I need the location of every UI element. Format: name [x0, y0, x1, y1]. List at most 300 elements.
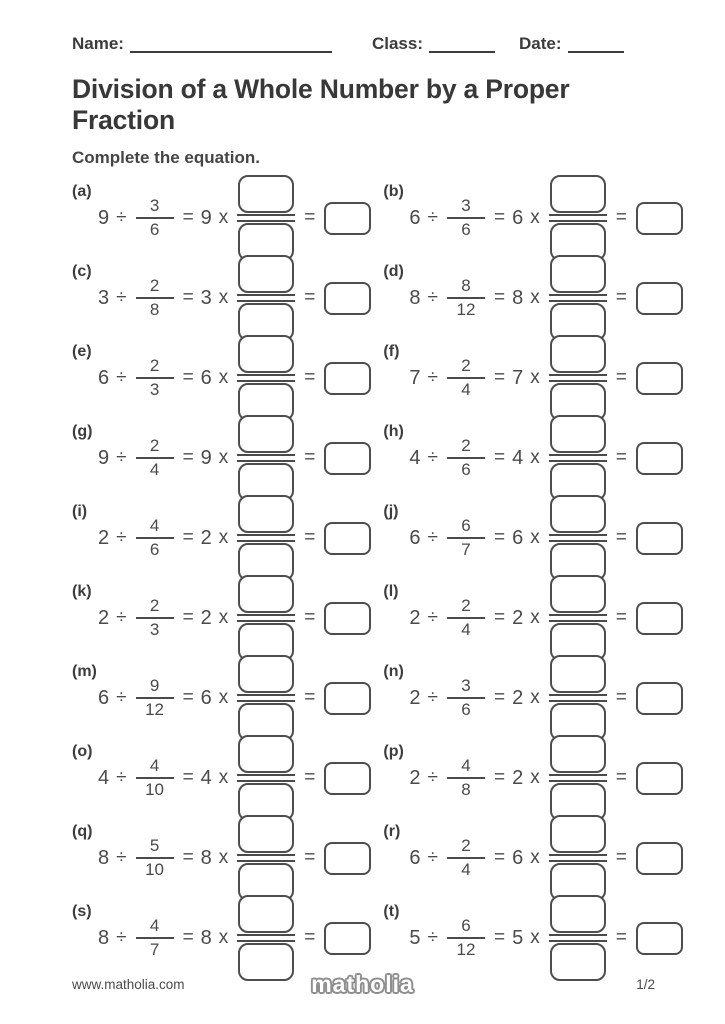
- divisor-numerator: 2: [461, 355, 471, 375]
- equals-sign-2: =: [615, 687, 627, 708]
- answer-input-box[interactable]: [636, 762, 683, 795]
- dividend-number: 4: [409, 446, 421, 469]
- multiplier-number: 2: [200, 526, 212, 549]
- fraction-bar: [136, 617, 174, 620]
- divisor-fraction: [136, 196, 174, 241]
- multiplier-number: 2: [512, 686, 524, 709]
- date-blank-line[interactable]: [568, 35, 624, 53]
- answer-fraction-bar: [549, 774, 607, 782]
- divide-sign: ÷: [116, 287, 127, 308]
- divisor-fraction: [136, 516, 174, 561]
- equals-sign: =: [182, 367, 194, 388]
- problem-item: [383, 658, 682, 738]
- problem-label: (l): [383, 583, 399, 600]
- divisor-numerator: 2: [149, 435, 160, 455]
- numerator-input-box[interactable]: [238, 815, 294, 853]
- problem-label: (k): [72, 583, 92, 600]
- divisor-numerator: 3: [149, 195, 160, 215]
- divisor-denominator: 6: [461, 220, 471, 240]
- dividend-number: 6: [409, 206, 421, 229]
- fraction-bar: [136, 857, 174, 860]
- divisor-numerator: 5: [149, 835, 160, 855]
- equation: [383, 338, 682, 418]
- equals-sign-2: =: [304, 607, 316, 628]
- answer-input-box[interactable]: [636, 922, 683, 955]
- multiplier-number: 5: [512, 926, 524, 949]
- divisor-fraction: [136, 916, 174, 961]
- problems-grid: [72, 178, 655, 978]
- answer-fraction: [549, 175, 607, 261]
- problem-label: (p): [383, 743, 404, 760]
- equals-sign-2: =: [615, 927, 627, 948]
- answer-input-box[interactable]: [324, 922, 371, 955]
- divisor-fraction: [447, 676, 485, 721]
- multiplier-number: 3: [200, 286, 212, 309]
- problem-item: [383, 418, 682, 498]
- dividend-number: 2: [98, 526, 110, 549]
- answer-input-box[interactable]: [324, 362, 371, 395]
- equals-sign: =: [493, 927, 506, 948]
- problem-label: (d): [383, 263, 404, 280]
- equation: [72, 738, 371, 818]
- problem-item: [72, 658, 371, 738]
- answer-fraction: [549, 655, 607, 741]
- divide-sign: ÷: [116, 367, 127, 388]
- answer-input-box[interactable]: [636, 362, 683, 395]
- problem-item: [383, 338, 682, 418]
- equals-sign-2: =: [615, 287, 627, 308]
- equals-sign-2: =: [615, 447, 627, 468]
- answer-fraction-bar: [237, 934, 295, 942]
- numerator-input-box[interactable]: [550, 815, 606, 853]
- answer-fraction-bar: [549, 694, 607, 702]
- divide-sign: ÷: [116, 767, 127, 788]
- divisor-numerator: 2: [149, 275, 160, 295]
- dividend-number: 2: [98, 606, 110, 629]
- answer-fraction: [549, 415, 607, 501]
- problem-item: [383, 178, 682, 258]
- times-sign: x: [530, 367, 540, 388]
- divide-sign: ÷: [116, 447, 127, 468]
- divisor-denominator: 6: [149, 540, 160, 560]
- equation: [72, 498, 371, 578]
- dividend-number: 9: [98, 446, 110, 469]
- divisor-numerator: 2: [149, 355, 160, 375]
- footer-website: www.matholia.com: [72, 977, 185, 992]
- numerator-input-box[interactable]: [238, 415, 294, 453]
- answer-fraction-bar: [237, 694, 295, 702]
- denominator-input-box[interactable]: [550, 943, 606, 981]
- multiplier-number: 9: [200, 446, 212, 469]
- answer-fraction-bar: [237, 454, 295, 462]
- numerator-input-box[interactable]: [238, 895, 294, 933]
- answer-fraction-bar: [549, 534, 607, 542]
- divide-sign: ÷: [116, 847, 127, 868]
- answer-input-box[interactable]: [636, 282, 683, 315]
- fraction-bar: [447, 777, 485, 780]
- dividend-number: 8: [98, 846, 110, 869]
- matholia-logo: matholia: [311, 971, 414, 997]
- fraction-bar: [136, 537, 174, 540]
- numerator-input-box[interactable]: [550, 735, 606, 773]
- equals-sign: =: [182, 207, 194, 228]
- multiplier-number: 2: [512, 766, 524, 789]
- divisor-fraction: [136, 836, 174, 881]
- equals-sign-2: =: [304, 447, 316, 468]
- divisor-denominator: 7: [149, 940, 160, 960]
- equation: [72, 418, 371, 498]
- answer-fraction-bar: [237, 614, 295, 622]
- fraction-bar: [136, 457, 174, 460]
- equals-sign: =: [182, 687, 194, 708]
- denominator-input-box[interactable]: [238, 943, 294, 981]
- answer-input-box[interactable]: [324, 602, 371, 635]
- divide-sign: ÷: [427, 367, 438, 388]
- equals-sign: =: [493, 447, 506, 468]
- dividend-number: 8: [409, 286, 421, 309]
- equals-sign: =: [493, 527, 506, 548]
- equation: [383, 498, 682, 578]
- times-sign: x: [218, 287, 229, 308]
- fraction-bar: [447, 537, 485, 540]
- answer-fraction-bar: [237, 294, 295, 302]
- answer-fraction-bar: [549, 294, 607, 302]
- times-sign: x: [218, 447, 229, 468]
- equals-sign: =: [182, 447, 194, 468]
- times-sign: x: [218, 927, 229, 948]
- times-sign: x: [218, 367, 229, 388]
- class-label: Class:: [371, 34, 423, 53]
- divisor-denominator: 10: [145, 860, 165, 880]
- dividend-number: 2: [409, 606, 421, 629]
- dividend-number: 6: [98, 366, 110, 389]
- divide-sign: ÷: [427, 767, 438, 788]
- equals-sign-2: =: [304, 767, 316, 788]
- divisor-denominator: 4: [149, 460, 160, 480]
- divide-sign: ÷: [427, 927, 438, 948]
- equation: [72, 258, 371, 338]
- numerator-input-box[interactable]: [550, 335, 606, 373]
- equals-sign: =: [493, 287, 506, 308]
- answer-input-box[interactable]: [636, 442, 683, 475]
- equals-sign-2: =: [304, 527, 316, 548]
- divisor-fraction: [447, 516, 485, 561]
- problem-label: (b): [383, 183, 404, 200]
- answer-fraction: [237, 655, 295, 741]
- numerator-input-box[interactable]: [238, 495, 294, 533]
- divisor-fraction: [136, 596, 174, 641]
- answer-fraction: [237, 255, 295, 341]
- times-sign: x: [530, 687, 540, 708]
- numerator-input-box[interactable]: [238, 655, 294, 693]
- divisor-denominator: 8: [149, 300, 160, 320]
- problem-item: [383, 738, 682, 818]
- answer-fraction: [549, 495, 607, 581]
- divisor-fraction: [447, 276, 485, 321]
- divisor-denominator: 4: [461, 620, 471, 640]
- divisor-fraction: [447, 356, 485, 401]
- fraction-bar: [447, 617, 485, 620]
- equation: [383, 178, 682, 258]
- equation: [383, 658, 682, 738]
- divisor-fraction: [136, 756, 174, 801]
- answer-input-box[interactable]: [636, 522, 683, 555]
- equals-sign-2: =: [304, 287, 316, 308]
- numerator-input-box[interactable]: [238, 335, 294, 373]
- equation: [383, 898, 682, 978]
- answer-input-box[interactable]: [324, 762, 371, 795]
- multiplier-number: 4: [200, 766, 212, 789]
- dividend-number: 9: [98, 206, 110, 229]
- equals-sign: =: [182, 847, 194, 868]
- multiplier-number: 2: [512, 606, 524, 629]
- answer-input-box[interactable]: [636, 202, 683, 235]
- numerator-input-box[interactable]: [550, 495, 606, 533]
- divisor-denominator: 12: [145, 700, 165, 720]
- divisor-fraction: [136, 676, 174, 721]
- fraction-bar: [447, 697, 485, 700]
- instruction-text: Complete the equation.: [72, 148, 260, 167]
- times-sign: x: [530, 767, 540, 788]
- times-sign: x: [218, 847, 229, 868]
- equals-sign: =: [182, 607, 194, 628]
- divisor-denominator: 4: [461, 860, 471, 880]
- problem-label: (t): [383, 903, 400, 920]
- times-sign: x: [218, 527, 229, 548]
- divisor-denominator: 6: [149, 220, 160, 240]
- name-blank-line[interactable]: [130, 35, 332, 53]
- equals-sign-2: =: [304, 687, 316, 708]
- multiplier-number: 6: [200, 366, 212, 389]
- dividend-number: 4: [98, 766, 110, 789]
- equation: [72, 338, 371, 418]
- times-sign: x: [218, 687, 229, 708]
- answer-input-box[interactable]: [636, 682, 683, 715]
- answer-fraction: [549, 335, 607, 421]
- fraction-bar: [136, 217, 174, 220]
- divisor-numerator: 2: [461, 835, 471, 855]
- fraction-bar: [447, 937, 485, 940]
- problem-label: (o): [72, 743, 93, 760]
- answer-fraction: [549, 815, 607, 901]
- times-sign: x: [218, 207, 229, 228]
- numerator-input-box[interactable]: [550, 655, 606, 693]
- divisor-fraction: [447, 836, 485, 881]
- problem-item: [383, 578, 682, 658]
- divide-sign: ÷: [427, 607, 438, 628]
- fraction-bar: [447, 217, 485, 220]
- equals-sign: =: [493, 367, 506, 388]
- equation: [72, 818, 371, 898]
- equation: [72, 178, 371, 258]
- problem-label: (j): [383, 503, 399, 520]
- dividend-number: 2: [409, 686, 421, 709]
- numerator-input-box[interactable]: [550, 895, 606, 933]
- fraction-bar: [447, 377, 485, 380]
- problem-item: [383, 498, 682, 578]
- multiplier-number: 4: [512, 446, 524, 469]
- equation: [72, 658, 371, 738]
- problem-label: (m): [72, 663, 97, 680]
- problem-item: [383, 258, 682, 338]
- problem-item: [72, 898, 371, 978]
- dividend-number: 6: [409, 526, 421, 549]
- name-label: Name:: [72, 34, 124, 53]
- date-label: Date:: [519, 34, 562, 53]
- answer-fraction-bar: [237, 854, 295, 862]
- divide-sign: ÷: [116, 687, 127, 708]
- class-blank-line[interactable]: [429, 35, 495, 53]
- divisor-numerator: 4: [149, 755, 160, 775]
- answer-fraction: [237, 415, 295, 501]
- page-indicator: 1/2: [636, 977, 655, 992]
- answer-fraction: [237, 735, 295, 821]
- dividend-number: 6: [98, 686, 110, 709]
- divide-sign: ÷: [116, 527, 127, 548]
- problem-label: (h): [383, 423, 404, 440]
- divisor-denominator: 10: [145, 780, 165, 800]
- divisor-numerator: 4: [461, 755, 471, 775]
- dividend-number: 3: [98, 286, 110, 309]
- numerator-input-box[interactable]: [550, 415, 606, 453]
- answer-input-box[interactable]: [324, 682, 371, 715]
- numerator-input-box[interactable]: [238, 575, 294, 613]
- answer-input-box[interactable]: [636, 842, 683, 875]
- divisor-numerator: 8: [461, 275, 471, 295]
- problem-label: (f): [383, 343, 400, 360]
- divide-sign: ÷: [427, 687, 438, 708]
- problem-item: [72, 178, 371, 258]
- divide-sign: ÷: [427, 207, 438, 228]
- problem-label: (e): [72, 343, 92, 360]
- divisor-numerator: 2: [461, 595, 471, 615]
- numerator-input-box[interactable]: [550, 255, 606, 293]
- dividend-number: 8: [98, 926, 110, 949]
- answer-fraction: [549, 255, 607, 341]
- divisor-denominator: 4: [461, 380, 471, 400]
- equation: [383, 818, 682, 898]
- answer-fraction-bar: [549, 614, 607, 622]
- fraction-bar: [447, 297, 485, 300]
- multiplier-number: 6: [512, 526, 524, 549]
- equals-sign: =: [182, 287, 194, 308]
- divisor-denominator: 8: [461, 780, 471, 800]
- equals-sign: =: [493, 207, 506, 228]
- problem-item: [383, 898, 682, 978]
- multiplier-number: 7: [512, 366, 524, 389]
- numerator-input-box[interactable]: [238, 175, 294, 213]
- multiplier-number: 8: [200, 926, 212, 949]
- numerator-input-box[interactable]: [238, 255, 294, 293]
- problem-item: [72, 338, 371, 418]
- problem-item: [72, 498, 371, 578]
- divisor-fraction: [136, 356, 174, 401]
- answer-fraction: [237, 335, 295, 421]
- divisor-denominator: 12: [456, 300, 476, 320]
- answer-fraction-bar: [237, 214, 295, 222]
- equation: [72, 578, 371, 658]
- header-fields: [72, 34, 655, 54]
- times-sign: x: [530, 847, 540, 868]
- answer-input-box[interactable]: [324, 442, 371, 475]
- numerator-input-box[interactable]: [238, 735, 294, 773]
- equals-sign-2: =: [304, 207, 316, 228]
- answer-input-box[interactable]: [324, 282, 371, 315]
- multiplier-number: 6: [200, 686, 212, 709]
- answer-fraction: [237, 175, 295, 261]
- answer-input-box[interactable]: [324, 842, 371, 875]
- answer-fraction-bar: [237, 774, 295, 782]
- answer-fraction: [549, 575, 607, 661]
- divisor-denominator: 7: [461, 540, 471, 560]
- equation: [72, 898, 371, 978]
- multiplier-number: 9: [200, 206, 212, 229]
- dividend-number: 6: [409, 846, 421, 869]
- equation: [383, 578, 682, 658]
- problem-label: (s): [72, 903, 92, 920]
- divisor-numerator: 6: [461, 915, 471, 935]
- equals-sign-2: =: [615, 607, 627, 628]
- equals-sign-2: =: [615, 847, 627, 868]
- multiplier-number: 6: [512, 206, 524, 229]
- divisor-fraction: [447, 916, 485, 961]
- divisor-denominator: 6: [461, 700, 471, 720]
- multiplier-number: 8: [200, 846, 212, 869]
- divisor-fraction: [447, 596, 485, 641]
- numerator-input-box[interactable]: [550, 175, 606, 213]
- equals-sign-2: =: [615, 207, 627, 228]
- divisor-numerator: 3: [461, 675, 471, 695]
- divisor-denominator: 6: [461, 460, 471, 480]
- divisor-denominator: 3: [149, 380, 160, 400]
- divisor-numerator: 9: [149, 675, 160, 695]
- numerator-input-box[interactable]: [550, 575, 606, 613]
- answer-fraction-bar: [549, 214, 607, 222]
- equals-sign-2: =: [304, 927, 316, 948]
- divisor-fraction: [447, 436, 485, 481]
- equals-sign-2: =: [615, 767, 627, 788]
- answer-input-box[interactable]: [324, 202, 371, 235]
- fraction-bar: [136, 297, 174, 300]
- dividend-number: 7: [409, 366, 421, 389]
- times-sign: x: [530, 287, 540, 308]
- fraction-bar: [136, 377, 174, 380]
- equals-sign-2: =: [615, 527, 627, 548]
- problem-item: [72, 738, 371, 818]
- divide-sign: ÷: [427, 527, 438, 548]
- divisor-numerator: 4: [149, 915, 160, 935]
- answer-fraction: [237, 495, 295, 581]
- problem-item: [72, 818, 371, 898]
- divide-sign: ÷: [116, 607, 127, 628]
- times-sign: x: [530, 927, 540, 948]
- answer-fraction: [237, 575, 295, 661]
- problem-label: (r): [383, 823, 401, 840]
- equals-sign-2: =: [615, 367, 627, 388]
- fraction-bar: [447, 857, 485, 860]
- answer-fraction-bar: [237, 374, 295, 382]
- divisor-numerator: 2: [149, 595, 160, 615]
- divisor-fraction: [136, 276, 174, 321]
- equals-sign: =: [493, 607, 506, 628]
- footer: [0, 971, 725, 997]
- answer-fraction-bar: [237, 534, 295, 542]
- answer-input-box[interactable]: [636, 602, 683, 635]
- answer-input-box[interactable]: [324, 522, 371, 555]
- dividend-number: 2: [409, 766, 421, 789]
- equals-sign: =: [182, 927, 194, 948]
- dividend-number: 5: [409, 926, 421, 949]
